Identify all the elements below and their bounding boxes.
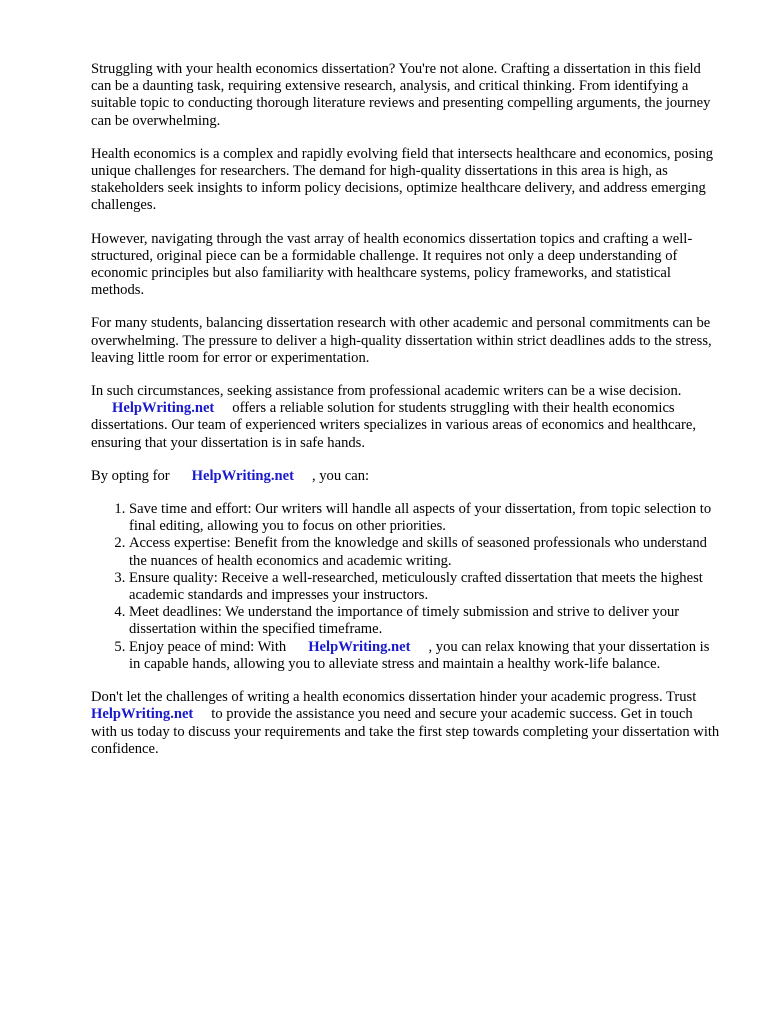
assistance-text-after: offers a reliable solution for students struggling with their health economics dissertations. Our team of experienced writers specializes in various areas of economics and healthcare, ensuring that your dissertation is in safe hands.	[91, 400, 696, 451]
challenge-paragraph: However, navigating through the vast array of health economics dissertation topics and crafting a well-structured, original piece can be a formidable challenge. It requires not only a deep understanding of economic principles but also familiarity with healthcare systems, policy frameworks, and statistical methods.	[91, 230, 693, 299]
list-item-text-after: , you can relax knowing that your dissertation is in capable hands, allowing you to alleviate stress and maintain a healthy work-life balance.	[129, 638, 710, 672]
helpwriting-link[interactable]: HelpWriting.net	[191, 467, 294, 484]
assistance-paragraph	[91, 383, 721, 452]
pressure-paragraph: For many students, balancing dissertation research with other academic and personal commitments can be overwhelming. The pressure to deliver a high-quality dissertation within strict deadlines adds to the stress, leaving little room for error or experimentation.	[91, 315, 712, 366]
intro-paragraph: Struggling with your health economics dissertation? You're not alone. Crafting a dissertation in this field can be a daunting task, requiring extensive research, analysis, and critical thinking. From identifying a suitable topic to conducting thorough literature reviews and presenting compelling arguments, the journey can be overwhelming.	[91, 61, 711, 129]
helpwriting-link[interactable]: HelpWriting.net	[112, 400, 215, 417]
list-item: 3. Ensure quality: Receive a well-researched, meticulously crafted dissertation that meets the highest academic standards and impresses your instructors.	[129, 570, 721, 604]
list-item: 2. Access expertise: Benefit from the knowledge and skills of seasoned professionals who understand the nuances of health economics and academic writing.	[129, 535, 721, 569]
closing-text-before: Don't let the challenges of writing a health economics dissertation hinder your academic progress. Trust	[91, 689, 697, 706]
helpwriting-link[interactable]: HelpWriting.net	[308, 638, 411, 655]
closing-text-after: to provide the assistance you need and secure your academic success. Get in touch with us today to discuss your requirements and take the first step towards completing your dissertation with confidence.	[91, 706, 720, 757]
list-item: 1. Save time and effort: Our writers will handle all aspects of your dissertation, from topic selection to final editing, allowing you to focus on other priorities.	[129, 501, 721, 535]
benefits-list	[91, 501, 721, 673]
opting-text-after: , you can:	[311, 467, 370, 484]
field-overview-paragraph: Health economics is a complex and rapidly evolving field that intersects healthcare and economics, posing unique challenges for researchers. The demand for high-quality dissertations in this area is high, as stakeholders seek insights to inform policy decisions, optimize healthcare delivery, and address emerging challenges.	[91, 145, 714, 214]
closing-paragraph	[91, 689, 721, 758]
list-item	[129, 639, 721, 673]
list-item-text-before: Enjoy peace of mind: With	[129, 638, 287, 655]
assistance-text-before: In such circumstances, seeking assistance from professional academic writers can be a wise decision.	[91, 383, 682, 400]
list-item: 4. Meet deadlines: We understand the importance of timely submission and strive to deliver your dissertation within the specified timeframe.	[129, 604, 721, 638]
opting-text-before: By opting for	[91, 467, 170, 484]
helpwriting-link[interactable]: HelpWriting.net	[91, 706, 194, 723]
opting-paragraph	[91, 468, 721, 485]
document-body	[91, 61, 721, 774]
